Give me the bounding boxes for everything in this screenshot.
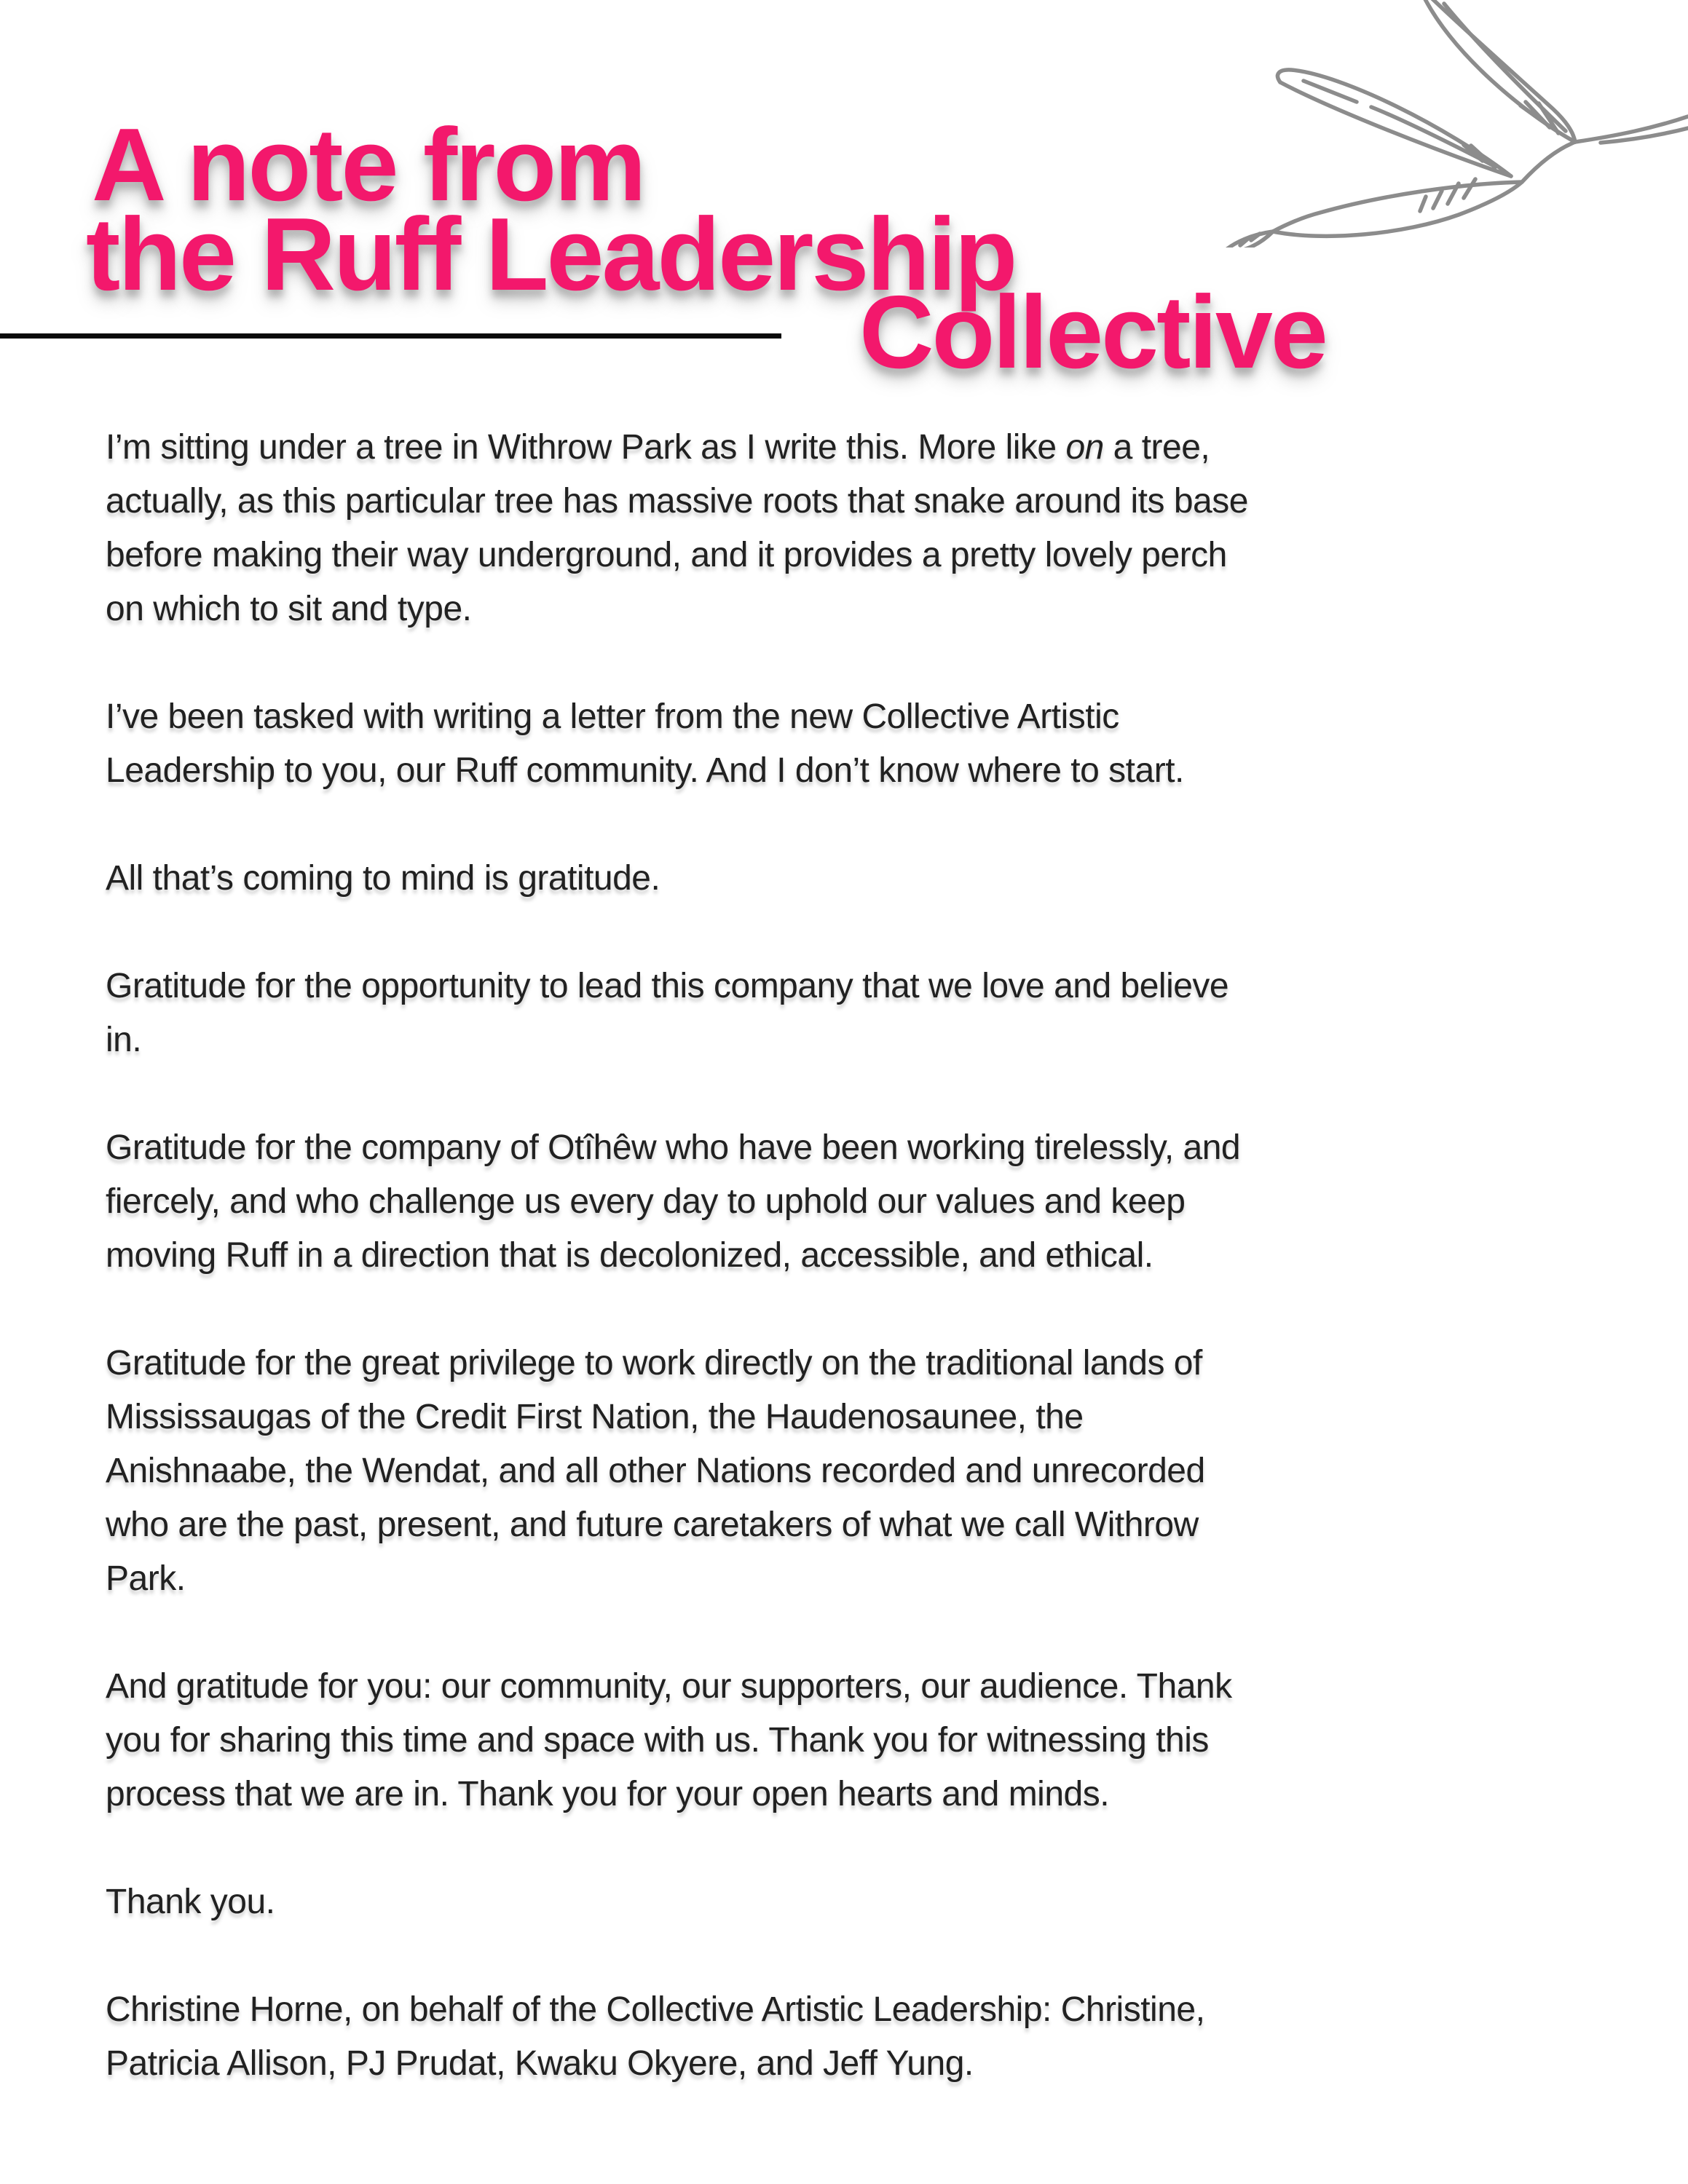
paragraph [106, 852, 1606, 906]
text-line: I’ve been tasked with writing a letter from the new Collective Artistic [106, 697, 1119, 736]
title-line-3: Collective [859, 274, 1326, 390]
bottom-leaf-edge [1273, 182, 1522, 232]
text-line: Leadership to you, our Ruff community. And I don’t know where to start. [106, 751, 1184, 790]
paragraph [106, 960, 1606, 1067]
text-segment: I’m sitting under a tree in Withrow Park as I write this. More like [106, 428, 1066, 467]
text-line: who are the past, present, and future caretakers of what we call Withrow [106, 1506, 1199, 1544]
paragraph [106, 1121, 1606, 1283]
bottom-leaf-hatch [1433, 191, 1442, 208]
paragraph [106, 1983, 1606, 2091]
text-line: Patricia Allison, PJ Prudat, Kwaku Okyere, and Jeff Yung. [106, 2044, 974, 2083]
text-line: in. [106, 1021, 142, 1059]
bottom-leaf-edge [1273, 182, 1522, 236]
text-line: And gratitude for you: our community, our supporters, our audience. Thank [106, 1667, 1232, 1706]
text-line: moving Ruff in a direction that is decolonized, accessible, and ethical. [106, 1236, 1153, 1275]
text-line: fiercely, and who challenge us every day to uphold our values and keep [106, 1182, 1186, 1221]
bottom-leaf-hatch [1420, 197, 1426, 211]
italic-word: on [1065, 428, 1104, 467]
text-line: before making their way underground, and it provides a pretty lovely perch [106, 536, 1227, 574]
text-line: you for sharing this time and space with us. Thank you for witnessing this [106, 1721, 1209, 1760]
bottom-leaf-hatch [1464, 179, 1475, 198]
text-line: Anishnaabe, the Wendat, and all other Nations recorded and unrecorded [106, 1452, 1205, 1490]
text-line: Gratitude for the opportunity to lead this company that we love and believe [106, 967, 1229, 1005]
divider-line [0, 333, 781, 339]
text-line: Gratitude for the company of Otîhêw who have been working tirelessly, and [106, 1128, 1241, 1167]
text-line: Christine Horne, on behalf of the Collective Artistic Leadership: Christine, [106, 1990, 1205, 2029]
leaf-stem-lower [1522, 142, 1575, 182]
text-line: All that’s coming to mind is gratitude. [106, 859, 660, 898]
paragraph [106, 1875, 1606, 1929]
text-segment: a tree, [1103, 428, 1210, 467]
title-line-2: the Ruff Leadership [86, 197, 1016, 312]
text-line: Park. [106, 1559, 186, 1598]
title-line-1: A note from [92, 107, 644, 223]
middle-leaf-edge [1280, 82, 1511, 176]
text-line [106, 421, 1606, 475]
paragraph [106, 1660, 1606, 1821]
text-line: process that we are in. Thank you for your open hearts and minds. [106, 1775, 1110, 1813]
text-line: on which to sit and type. [106, 590, 472, 628]
text-line: Thank you. [106, 1883, 275, 1921]
middle-leaf-vein [1371, 107, 1491, 165]
text-line: actually, as this particular tree has massive roots that snake around its base [106, 482, 1248, 521]
paragraph [106, 690, 1606, 798]
leaf-branch-icon [1207, 0, 1688, 248]
text-line: Gratitude for the great privilege to work directly on the traditional lands of [106, 1344, 1202, 1382]
letter-body [106, 421, 1606, 2091]
text-line: Mississaugas of the Credit First Nation, the Haudenosaunee, the [106, 1398, 1084, 1436]
paragraph [106, 421, 1606, 636]
paragraph [106, 1337, 1606, 1606]
